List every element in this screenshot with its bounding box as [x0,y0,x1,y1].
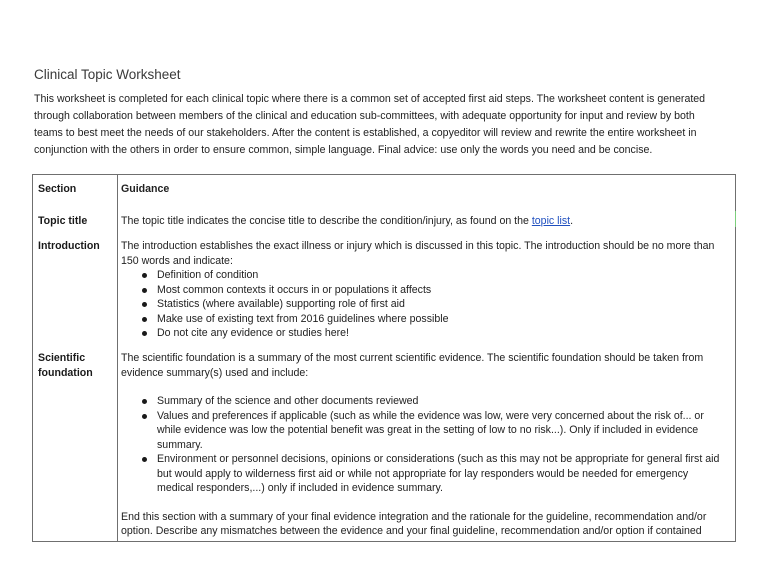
foundation-line: The scientific foundation is a summary of the most current scientific evidence. The scientific foundation should be taken from [121,352,704,364]
header-section: Section [38,183,77,195]
bullet-line: medical responders,...) only if included in evidence summary. [157,482,443,494]
bullet-item: Do not cite any evidence or studies here! [121,326,714,341]
intro-paragraph [34,91,734,159]
bullet-line: Values and preferences if applicable (such as while the evidence was low, were very concerned about the risk of... or [157,409,704,422]
closing-line: End this section with a summary of your final evidence integration and the rationale for the guideline, recommendation and/or [121,510,707,523]
intro-line: teams to best meet the needs of our stakeholders. After the content is established, a copyeditor will review and rewrite the entire worksheet in [34,127,697,139]
topic-title-label: Topic title [38,215,88,227]
intro-line: This worksheet is completed for each clinical topic where there is a common set of accepted first aid steps. The worksheet content is generated [34,93,706,105]
bullet-item [121,409,719,453]
scientific-foundation-label [38,351,93,380]
topic-title-period: . [570,215,574,227]
bullet-line: Environment or personnel decisions, opinions or considerations (such as this may not be appropriate for general first aid [157,453,720,465]
bullet-item [121,452,719,496]
introduction-guidance [121,239,714,341]
bullet-item: Make use of existing text from 2016 guidelines where possible [121,312,714,327]
scientific-foundation-guidance [121,351,719,539]
bullet-line: Summary of the science and other documents reviewed [157,395,419,407]
bullet-item: Definition of condition [121,268,714,283]
foundation-bullets [121,394,719,496]
intro-line: through collaboration between members of the clinical and education sub-committees, with adequate opportunity for input and review by both [34,110,695,122]
bullet-line: but would apply to wilderness first aid or while not appropriate for lay responders would be needed for emergency [157,467,689,480]
introduction-bullets [121,268,714,341]
text-cursor [735,211,736,227]
topic-list-link[interactable]: topic list [531,215,571,227]
bullet-item: Most common contexts it occurs in or populations it affects [121,283,714,298]
bullet-line: summary. [157,438,203,451]
bullet-item [121,394,719,409]
section-label-line: foundation [38,366,93,379]
introduction-label: Introduction [38,240,100,252]
bullet-item: Statistics (where available) supporting role of first aid [121,297,714,312]
introduction-line: The introduction establishes the exact illness or injury which is discussed in this topic. The introduction should be no more than [121,240,715,252]
column-divider [117,175,118,541]
introduction-line: 150 words and indicate: [121,254,233,267]
header-guidance: Guidance [121,183,170,195]
closing-line: option. Describe any mismatches between the evidence and your final guideline, recommendation and/or option if contained [121,525,702,537]
foundation-line: evidence summary(s) used and include: [121,366,309,379]
foundation-closing [121,510,719,539]
intro-line: conjunction with the others in order to ensure common, simple language. Final advice: use only the words you need and be concise. [34,144,653,156]
bullet-line: while evidence was low the potential benefit was great in the setting of low to no risk...). Only if included in evidence [157,424,699,436]
section-label-line: Scientific [38,352,86,364]
page-title: Clinical Topic Worksheet [34,67,181,82]
topic-title-text: The topic title indicates the concise title to describe the condition/injury, as found on the [121,215,532,227]
worksheet-table [32,174,736,542]
topic-title-guidance [121,214,573,229]
